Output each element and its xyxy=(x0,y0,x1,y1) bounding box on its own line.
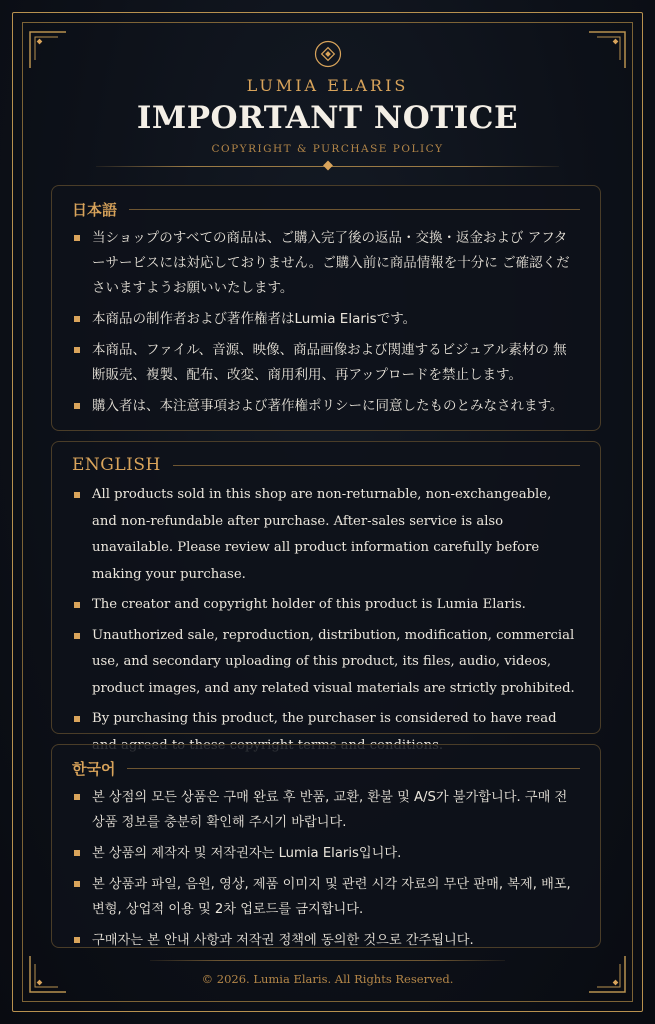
square-bullet-icon xyxy=(74,850,80,856)
list-item xyxy=(72,226,580,301)
list-item-text: Unauthorized sale, reproduction, distribution, modification, commercial use, and secondary uploading of this product, its files, audio, videos, product images, and any related visual materials are strictly prohibited. xyxy=(92,627,575,696)
square-bullet-icon xyxy=(74,316,80,322)
list-item-text: 本商品、ファイル、音源、映像、商品画像および関連するビジュアル素材の 無断販売、複製、配布、改変、商用利用、再アップロードを禁止します。 xyxy=(92,342,567,383)
list-item-text: By purchasing this product, the purchaser is considered to have read xyxy=(92,711,557,726)
list-item-text: 본 상품의 제작자 및 저작권자는 Lumia Elaris입니다. xyxy=(92,846,402,861)
list-item-text: All products sold in this shop are non-returnable, non-exchangeable, and non-refundable after purchase. After-sales service is also unavailable. Please review all product information carefully before making your purchase. xyxy=(92,487,552,582)
page-subtitle: COPYRIGHT & PURCHASE POLICY xyxy=(211,143,444,155)
ornament-corner-icon xyxy=(587,30,627,70)
brand-name: LUMIA ELARIS xyxy=(246,76,409,95)
diamond-emblem-icon xyxy=(314,40,342,68)
list-item-text: 購入者は、本注意事項および著作権ポリシーに同意したものとみなされます。 xyxy=(92,398,564,414)
square-bullet-icon xyxy=(74,937,80,943)
ornament-corner-icon xyxy=(28,30,68,70)
section-title: 한국어 xyxy=(72,759,116,778)
section-korean xyxy=(51,744,601,948)
section-divider xyxy=(173,465,580,466)
page-title: IMPORTANT NOTICE xyxy=(136,100,519,136)
square-bullet-icon xyxy=(74,716,80,722)
list-item-text: 当ショップのすべての商品は、ご購入完了後の返品・交換・返金および アフターサービスには対応しておりません。ご購入前に商品情報を十分に ご確認くださいますようお願いいたします。 xyxy=(92,230,570,296)
list-item-text: 본 상품과 파일, 음원, 영상, 제품 이미지 및 관련 시각 자료의 무단 판매, 복제, 배포, 변형, 상업적 이용 및 2차 업로드를 금지합니다. xyxy=(92,877,571,917)
list-item-text: 구매자는 본 안내 사항과 저작권 정책에 동의한 것으로 간주됩니다. xyxy=(92,933,474,948)
section-divider xyxy=(129,209,580,210)
list-item-text: 本商品の制作者および著作権者はLumia Elarisです。 xyxy=(92,311,417,327)
list-item-text: 본 상점의 모든 상품은 구매 완료 후 반품, 교환, 환불 및 A/S가 불가합니다. 구매 전 상품 정보를 충분히 확인해 주시기 바랍니다. xyxy=(92,790,568,830)
square-bullet-icon xyxy=(74,403,80,409)
square-bullet-icon xyxy=(74,235,80,241)
square-bullet-icon xyxy=(74,492,80,498)
section-english xyxy=(51,441,601,734)
section-title: ENGLISH xyxy=(72,455,161,475)
square-bullet-icon xyxy=(74,347,80,353)
list-item xyxy=(72,785,580,835)
list-item xyxy=(72,394,580,419)
copyright-footer: © 2026. Lumia Elaris. All Rights Reserved. xyxy=(201,972,454,986)
list-item xyxy=(72,592,580,619)
footer-divider xyxy=(150,960,505,961)
square-bullet-icon xyxy=(74,633,80,639)
list-item-text: The creator and copyright holder of this product is Lumia Elaris. xyxy=(92,597,526,612)
list-item xyxy=(72,841,580,866)
section-title: 日本語 xyxy=(72,200,118,219)
square-bullet-icon xyxy=(74,602,80,608)
section-divider xyxy=(127,768,580,769)
list-item xyxy=(72,482,580,588)
list-item xyxy=(72,928,580,953)
section-japanese xyxy=(51,185,601,431)
square-bullet-icon xyxy=(74,881,80,887)
list-item xyxy=(72,623,580,703)
list-item xyxy=(72,307,580,332)
square-bullet-icon xyxy=(74,794,80,800)
list-item xyxy=(72,872,580,922)
list-item xyxy=(72,338,580,388)
